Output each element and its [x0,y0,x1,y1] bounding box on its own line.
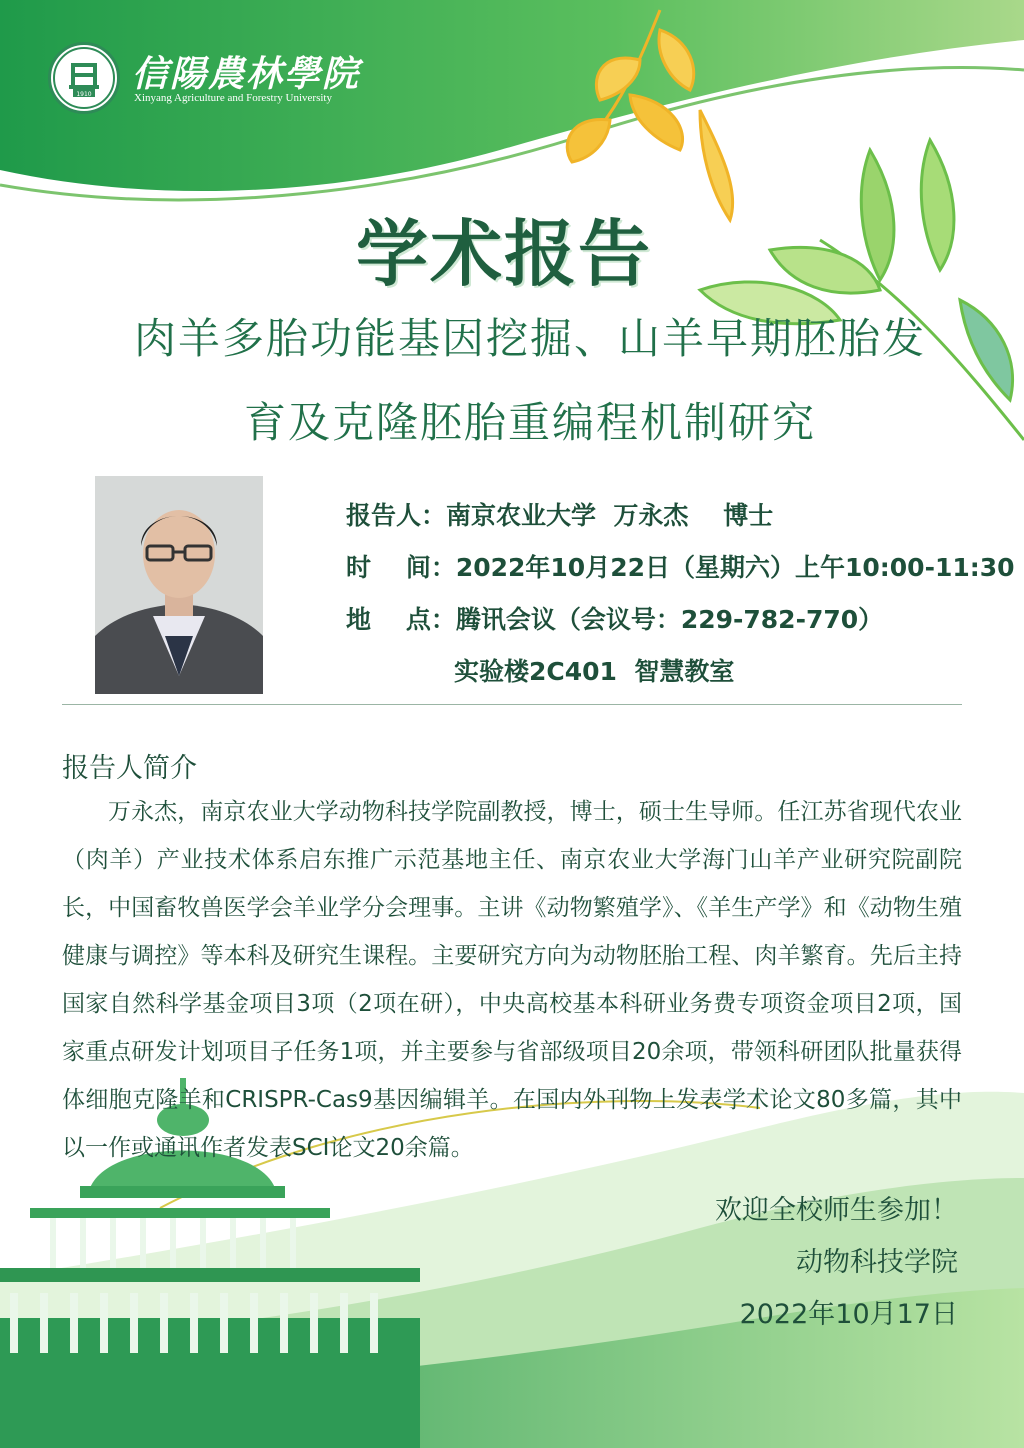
report-title-line2: 育及克隆胚胎重编程机制研究 [243,398,816,447]
place-row [346,600,883,636]
place-row-2 [454,652,734,688]
university-name-cn: 信陽農林學院 [132,53,361,95]
organizer: 动物科技学院 [796,1247,958,1278]
speaker-value: 南京农业大学 万永杰 博士 [446,501,774,530]
time-row [346,548,1015,584]
bio-heading: 报告人简介 [62,753,197,784]
time-label: 时 间： [346,553,456,582]
place-value-2: 实验楼2C401 智慧教室 [454,657,735,686]
bio-text: 万永杰，南京农业大学动物科技学院副教授，博士，硕士生导师。任江苏省现代农业（肉羊）产业技术体系启东推广示范基地主任、南京农业大学海门山羊产业研究院副院长，中国畜牧兽医学会羊业学分会理事。主讲《动物繁殖学》、《羊生产学》和《动物生殖健康与调控》等本科及研究生课程。主要研究方向为动物胚胎工程、肉羊繁育。先后主持国家自然科学基金项目3项（2项在研），中央高校基本科研业务费专项资金项目2项，国家重点研发计划项目子任务1项，并主要参与省部级项目20余项，带领科研团队批量获得体细胞克隆羊和CRISPR-Cas9基因编辑羊。在国内外刊物上发表学术论文80多篇，其中以一作或通讯作者发表SCI论文20余篇。 [62,799,962,1161]
place-value: 腾讯会议（会议号：229-782-770） [455,605,884,634]
divider [62,704,962,705]
speaker-photo [95,476,263,694]
report-title-line1: 肉羊多胎功能基因挖掘、山羊早期胚胎发 [133,314,926,363]
time-value: 2022年10月22日（星期六）上午10:00-11:30 [455,553,1015,582]
place-label: 地 点： [346,605,456,634]
speaker-row [346,496,773,532]
page-title: 学术报告 [355,212,652,296]
speaker-label: 报告人： [346,501,447,530]
logo-year: 1910 [76,91,92,98]
university-logo-icon [48,42,120,114]
issue-date: 2022年10月17日 [739,1299,958,1330]
welcome-text: 欢迎全校师生参加！ [715,1195,958,1226]
university-name-en: Xinyang Agriculture and Forestry University [134,92,332,104]
